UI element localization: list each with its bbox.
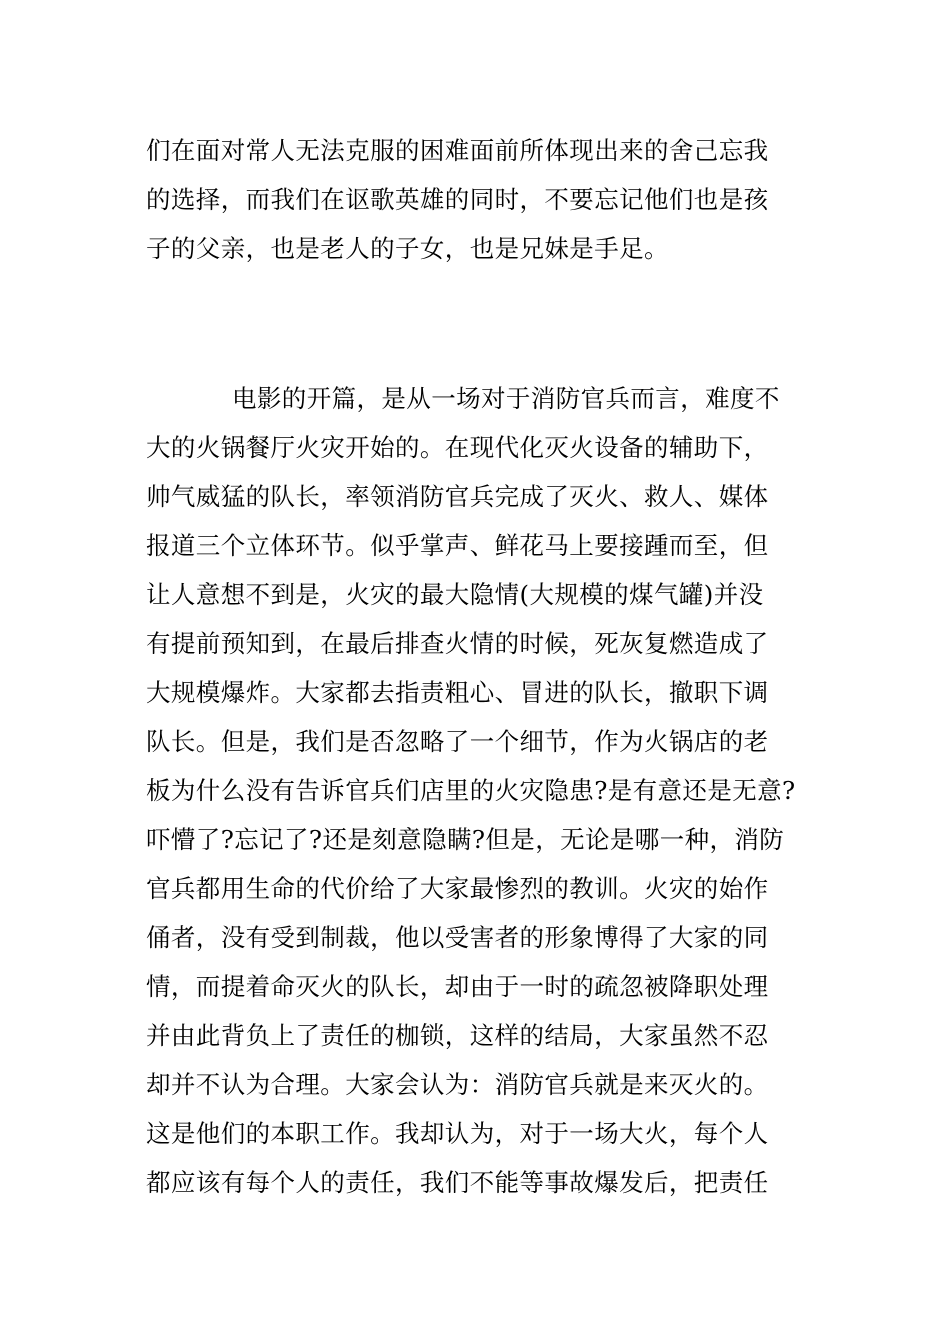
text-line: 们在面对常人无法克服的困难面前所体现出来的舍己忘我: [146, 136, 769, 165]
text-line: 这是他们的本职工作。我却认为，对于一场大火，每个人: [146, 1119, 769, 1148]
text-line: 俑者，没有受到制裁，他以受害者的形象博得了大家的同: [146, 923, 769, 952]
text-line: 官兵都用生命的代价给了大家最惨烈的教训。火灾的始作: [146, 874, 769, 903]
text-line: 让人意想不到是，火灾的最大隐情(大规模的煤气罐)并没: [146, 580, 764, 609]
text-line: 报道三个立体环节。似乎掌声、鲜花马上要接踵而至，但: [146, 531, 769, 560]
text-line: 并由此背负上了责任的枷锁，这样的结局，大家虽然不忍: [146, 1021, 769, 1050]
text-line: 板为什么没有告诉官兵们店里的火灾隐患?是有意还是无意?: [146, 776, 796, 805]
text-line: 帅气威猛的队长，率领消防官兵完成了灭火、救人、媒体: [146, 482, 769, 511]
text-line: 却并不认为合理。大家会认为：消防官兵就是来灭火的。: [146, 1070, 769, 1099]
text-line: 都应该有每个人的责任，我们不能等事故爆发后，把责任: [146, 1168, 769, 1197]
text-line: 子的父亲，也是老人的子女，也是兄妹是手足。: [146, 234, 669, 263]
text-line: 大的火锅餐厅火灾开始的。在现代化灭火设备的辅助下，: [146, 433, 769, 462]
text-line: 的选择，而我们在讴歌英雄的同时，不要忘记他们也是孩: [146, 185, 769, 214]
text-line-first-indented: 电影的开篇，是从一场对于消防官兵而言，难度不: [232, 384, 780, 413]
text-line: 有提前预知到，在最后排查火情的时候，死灰复燃造成了: [146, 629, 769, 658]
text-line: 大规模爆炸。大家都去指责粗心、冒进的队长，撤职下调: [146, 678, 769, 707]
paragraph-continued: [146, 126, 836, 273]
text-line: 队长。但是，我们是否忽略了一个细节，作为火锅店的老: [146, 727, 769, 756]
text-line: 吓懵了?忘记了?还是刻意隐瞒?但是，无论是哪一种，消防: [146, 825, 785, 854]
paragraph-film-opening: [146, 374, 836, 1207]
text-line: 情，而提着命灭火的队长，却由于一时的疏忽被降职处理: [146, 972, 769, 1001]
